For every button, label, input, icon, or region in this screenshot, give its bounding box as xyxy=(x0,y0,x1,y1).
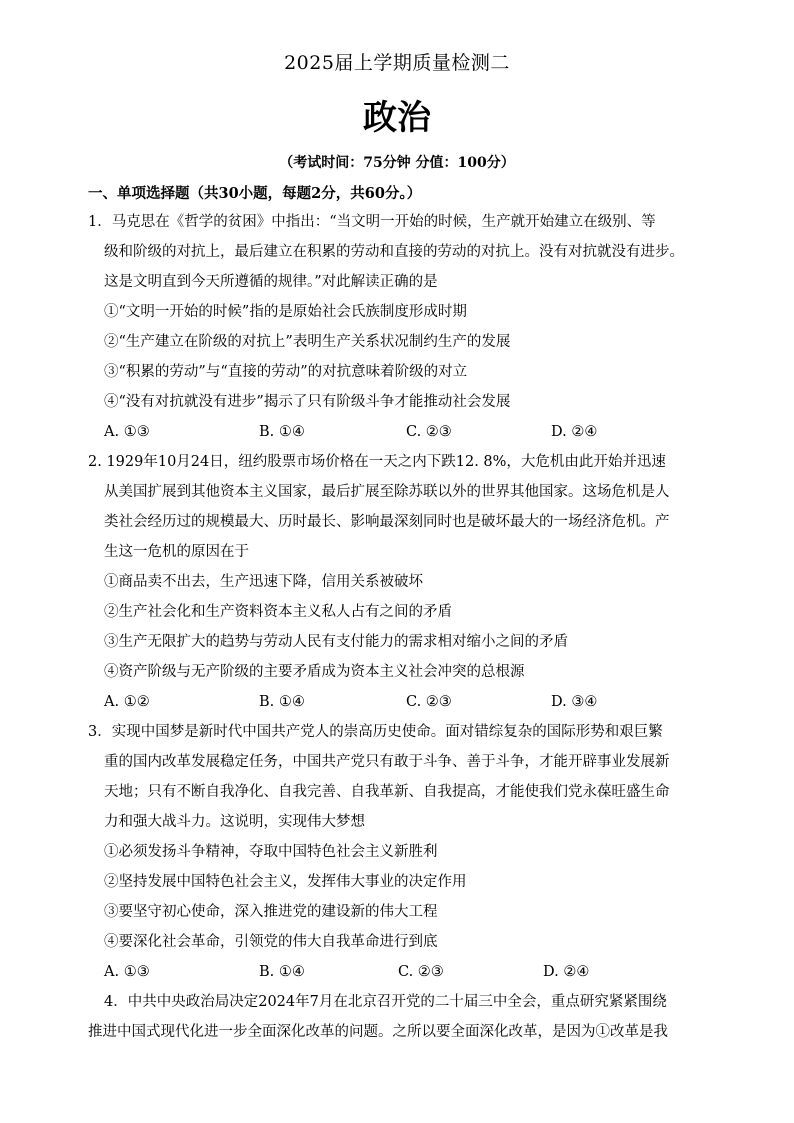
question-3-line-3: 天地；只有不断自我净化、自我完善、自我革新、自我提高，才能使我们党永葆旺盛生命 xyxy=(104,784,670,800)
question-1-statement-1: ①“文明一开始的时候”指的是原始社会氏族制度形成时期 xyxy=(104,304,467,320)
subject-title: 政治 xyxy=(363,98,431,138)
question-2-statement-3: ③生产无限扩大的趋势与劳动人民有支付能力的需求相对缩小之间的矛盾 xyxy=(104,634,568,650)
option-a: A. ①③ xyxy=(104,964,150,980)
question-4-line-2: 推进中国式现代化进一步全面深化改革的问题。之所以要全面深化改革，是因为①改革是我 xyxy=(88,1024,668,1040)
exam-info: （考试时间：75分钟 分值：100分） xyxy=(279,155,515,171)
question-1-statement-3: ③“积累的劳动”与“直接的劳动”的对抗意味着阶级的对立 xyxy=(104,364,468,380)
question-3-line-2: 重的国内改革发展稳定任务，中国共产党只有敢于斗争、善于斗争，才能开辟事业发展新 xyxy=(104,754,670,770)
question-2-line-3: 类社会经历过的规模最大、历时最长、影响最深刻同时也是破坏最大的一场经济危机。产 xyxy=(104,514,670,530)
question-4-line-1: 4．中共中央政治局决定2024年7月在北京召开党的二十届三中全会，重点研究紧紧围绕 xyxy=(104,994,667,1010)
option-d: D. ②④ xyxy=(543,964,590,980)
question-3-statement-3: ③要坚守初心使命，深入推进党的建设新的伟大工程 xyxy=(104,904,438,920)
question-3-statement-4: ④要深化社会革命，引领党的伟大自我革命进行到底 xyxy=(104,934,438,950)
question-2-line-1: 2. 1929年10月24日，纽约股票市场价格在一天之内下跌12. 8%，大危机由此开始并迅速 xyxy=(88,454,666,470)
question-3-line-1: 3．实现中国梦是新时代中国共产党人的崇高历史使命。面对错综复杂的国际形势和艰巨繁 xyxy=(88,724,663,740)
question-1-line-3: 这是文明直到今天所遵循的规律。”对此解读正确的是 xyxy=(104,274,438,290)
question-2-statement-2: ②生产社会化和生产资料资本主义私人占有之间的矛盾 xyxy=(104,604,452,620)
option-d: D. ③④ xyxy=(551,694,598,710)
option-d: D. ②④ xyxy=(551,424,598,440)
exam-title: 2025届上学期质量检测二 xyxy=(284,52,510,74)
option-c: C. ②③ xyxy=(406,694,452,710)
question-1-line-1: 1．马克思在《哲学的贫困》中指出：“当文明一开始的时候，生产就开始建立在级别、等 xyxy=(88,214,656,230)
question-3-statement-1: ①必须发扬斗争精神，夺取中国特色社会主义新胜利 xyxy=(104,844,438,860)
question-1-statement-2: ②“生产建立在阶级的对抗上”表明生产关系状况制约生产的发展 xyxy=(104,334,511,350)
option-c: C. ②③ xyxy=(398,964,444,980)
question-2-line-2: 从美国扩展到其他资本主义国家，最后扩展至除苏联以外的世界其他国家。这场危机是人 xyxy=(104,484,670,500)
question-2-statement-4: ④资产阶级与无产阶级的主要矛盾成为资本主义社会冲突的总根源 xyxy=(104,664,525,680)
option-b: B. ①④ xyxy=(259,964,305,980)
option-a: A. ①③ xyxy=(104,424,150,440)
question-1-statement-4: ④“没有对抗就没有进步”揭示了只有阶级斗争才能推动社会发展 xyxy=(104,394,511,410)
question-3-line-4: 力和强大战斗力。这说明，实现伟大梦想 xyxy=(104,814,365,830)
section-heading: 一、单项选择题（共30小题，每题2分，共60分。） xyxy=(88,185,422,202)
question-3-statement-2: ②坚持发展中国特色社会主义，发挥伟大事业的决定作用 xyxy=(104,874,467,890)
option-b: B. ①④ xyxy=(259,694,305,710)
question-2-line-4: 生这一危机的原因在于 xyxy=(104,544,249,560)
question-2-statement-1: ①商品卖不出去，生产迅速下降，信用关系被破坏 xyxy=(104,574,423,590)
option-b: B. ①④ xyxy=(259,424,305,440)
option-a: A. ①② xyxy=(104,694,150,710)
option-c: C. ②③ xyxy=(406,424,452,440)
question-1-line-2: 级和阶级的对抗上，最后建立在积累的劳动和直接的劳动的对抗上。没有对抗就没有进步。 xyxy=(104,244,684,260)
